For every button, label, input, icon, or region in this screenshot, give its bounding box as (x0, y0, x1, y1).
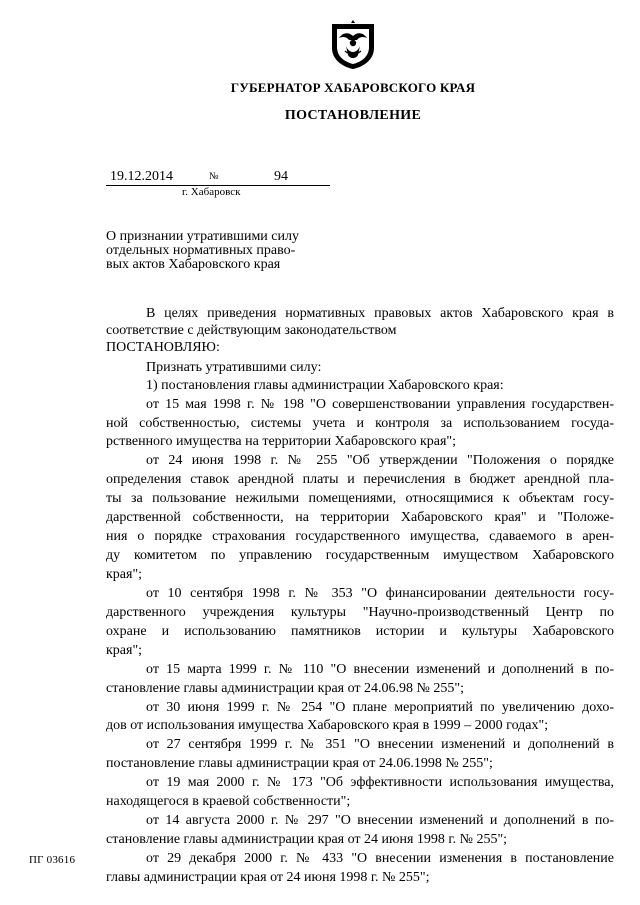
body-line: становление главы администрации края от 24.06.98 № 255"; (106, 681, 464, 696)
decree-number: 94 (274, 169, 288, 184)
body-line: от 24 июня 1998 г. № 255 "Об утверждении "Положения о порядке (146, 453, 614, 468)
body-line: Признать утратившими силу: (146, 360, 322, 375)
body-line: постановление главы администрации края от 24.06.1998 № 255"; (106, 756, 493, 771)
date-number-line (106, 169, 330, 186)
body-line: дов от использования имущества Хабаровского края в 1999 – 2000 годах"; (106, 718, 549, 733)
decree-date: 19.12.2014 (110, 169, 173, 184)
body-line: охране и использованию памятников истории и культуры Хабаровского (106, 624, 614, 639)
body-line: находящегося в краевой собственности"; (106, 794, 351, 809)
body-line: 1) постановления главы администрации Хабаровского края: (146, 378, 504, 393)
body-line: ты за пользование нежилыми помещениями, относящимися к объектам госу- (106, 491, 614, 506)
body-line: от 27 сентября 1999 г. № 351 "О внесении изменений и дополнений в (146, 737, 614, 752)
body-line: В целях приведения нормативных правовых актов Хабаровского края в (146, 306, 614, 321)
body-line: дарственного учреждения культуры "Научно-производственный Центр по (106, 605, 614, 620)
body-line: ду комитетом по управлению государственным имуществом Хабаровского (106, 548, 614, 563)
body-line: ния о порядке страхования государственного имущества, сдаваемого в арен- (106, 529, 614, 544)
body-line: рственного имущества на территории Хабаровского края"; (106, 434, 457, 449)
body-line: ной собственностью, системы учета и контроля за использованием госуда- (106, 416, 614, 431)
body-line: от 19 мая 2000 г. № 173 "Об эффективности использования имущества, (146, 775, 614, 790)
body-line: становление главы администрации края от 24 июня 1998 г. № 255"; (106, 832, 508, 847)
body-line: от 14 августа 2000 г. № 297 "О внесении изменений и дополнений в по- (146, 813, 614, 828)
city-label: г. Хабаровск (182, 186, 241, 198)
body-line: определения ставок арендной платы и перечисления в бюджет арендной пла- (106, 472, 614, 487)
subject-line: вых актов Хабаровского края (106, 257, 281, 272)
document-type-title: ПОСТАНОВЛЕНИЕ (284, 108, 422, 123)
decree-subject (106, 230, 332, 272)
body-line: края"; (106, 643, 143, 658)
body-line: соответствие с действующим законодательством (106, 323, 397, 338)
body-line: от 29 декабря 2000 г. № 433 "О внесении изменения в постановление (146, 851, 614, 866)
body-line: ПОСТАНОВЛЯЮ: (106, 340, 220, 355)
body-line: главы администрации края от 24 июня 1998 г. № 255"; (106, 870, 430, 885)
governor-title: ГУБЕРНАТОР ХАБАРОВСКОГО КРАЯ (230, 80, 476, 95)
body-line: от 10 сентября 1998 г. № 353 "О финансировании деятельности госу- (146, 586, 614, 601)
body-line: края"; (106, 567, 143, 582)
coat-of-arms-icon (329, 20, 377, 70)
number-sign: № (209, 171, 219, 182)
body-line: от 15 мая 1998 г. № 198 "О совершенствовании управления государствен- (146, 397, 614, 412)
footer-code: ПГ 03616 (29, 854, 76, 866)
body-line: от 15 марта 1999 г. № 110 "О внесении изменений и дополнений в по- (146, 662, 614, 677)
body-line: дарственной собственности, на территории Хабаровского края" и "Положе- (106, 510, 614, 525)
subject-line: отдельных нормативных право- (106, 243, 296, 258)
subject-line: О признании утратившими силу (106, 229, 299, 244)
body-line: от 30 июня 1999 г. № 254 "О плане мероприятий по увеличению дохо- (146, 700, 614, 715)
